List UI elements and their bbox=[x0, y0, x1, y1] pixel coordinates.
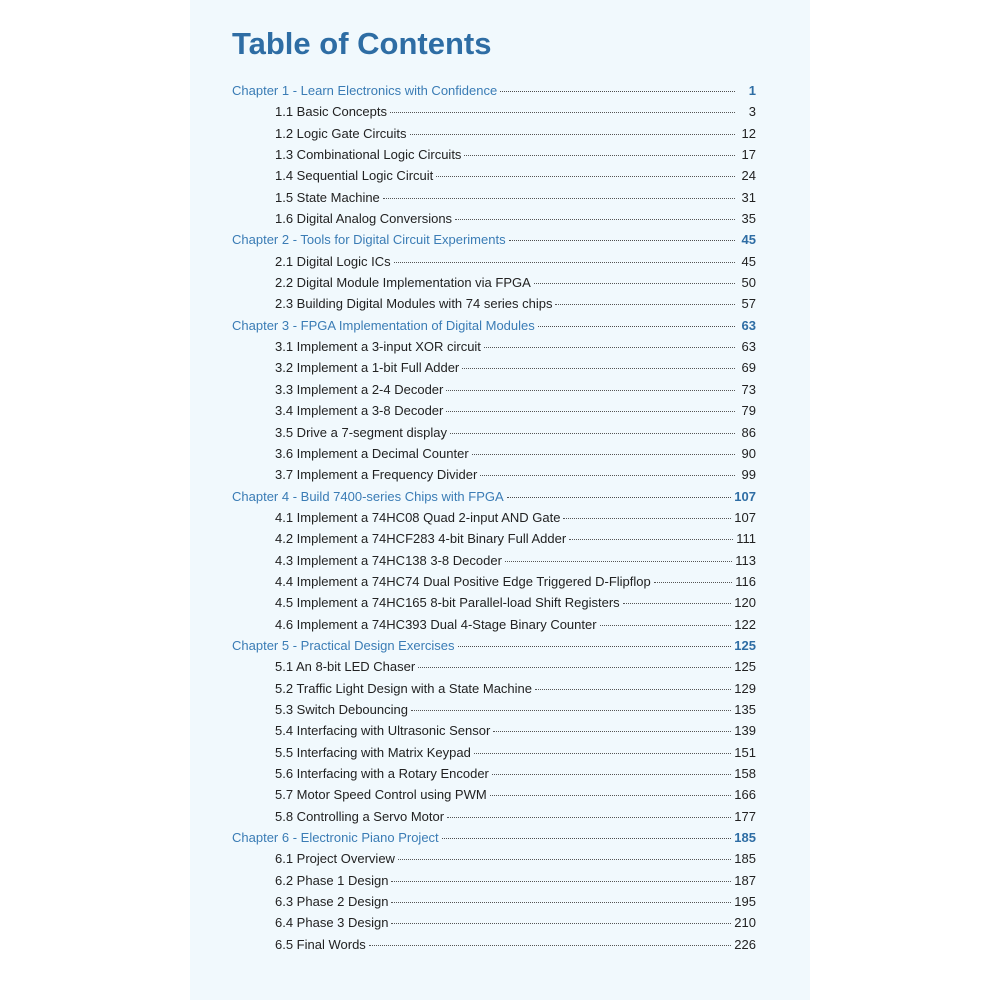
section-title: 5.3 Switch Debouncing bbox=[275, 701, 408, 717]
page-number: 35 bbox=[741, 211, 756, 227]
toc-section-entry bbox=[232, 296, 756, 317]
page-number: 122 bbox=[734, 616, 756, 632]
toc-section-entry bbox=[232, 531, 756, 552]
page-number: 195 bbox=[734, 894, 756, 910]
toc-section-entry bbox=[232, 937, 756, 958]
page-number: 185 bbox=[734, 830, 756, 846]
page-number: 12 bbox=[741, 125, 756, 141]
dot-leader bbox=[505, 561, 732, 562]
page-number: 24 bbox=[741, 168, 756, 184]
toc-section-entry bbox=[232, 766, 756, 787]
chapter-title: Chapter 4 - Build 7400-series Chips with FPGA bbox=[232, 488, 504, 504]
section-title: 1.3 Combinational Logic Circuits bbox=[275, 147, 462, 163]
dot-leader bbox=[447, 817, 731, 818]
section-title: 5.1 An 8-bit LED Chaser bbox=[275, 659, 416, 675]
section-title: 4.2 Implement a 74HCF283 4-bit Binary Full Adder bbox=[275, 531, 567, 547]
dot-leader bbox=[446, 411, 735, 412]
toc-section-entry bbox=[232, 595, 756, 616]
dot-leader bbox=[509, 240, 735, 241]
dot-leader bbox=[654, 582, 733, 583]
section-title: 3.5 Drive a 7-segment display bbox=[275, 424, 447, 440]
page-number: 31 bbox=[741, 189, 756, 205]
toc-section-entry bbox=[232, 360, 756, 381]
section-title: 6.3 Phase 2 Design bbox=[275, 894, 389, 910]
section-title: 5.5 Interfacing with Matrix Keypad bbox=[275, 744, 471, 760]
toc-section-entry bbox=[232, 403, 756, 424]
page-number: 151 bbox=[734, 744, 756, 760]
dot-leader bbox=[418, 667, 731, 668]
page-number: 99 bbox=[741, 467, 756, 483]
dot-leader bbox=[411, 710, 731, 711]
section-title: 5.2 Traffic Light Design with a State Machine bbox=[275, 680, 533, 696]
dot-leader bbox=[442, 838, 732, 839]
section-title: 3.7 Implement a Frequency Divider bbox=[275, 467, 478, 483]
section-title: 5.6 Interfacing with a Rotary Encoder bbox=[275, 766, 489, 781]
toc-section-entry bbox=[232, 254, 756, 275]
dot-leader bbox=[410, 134, 735, 135]
toc-chapter-entry bbox=[232, 830, 756, 851]
page-number: 129 bbox=[734, 680, 756, 696]
chapter-title: Chapter 3 - FPGA Implementation of Digital Modules bbox=[232, 317, 535, 333]
chapter-title: Chapter 6 - Electronic Piano Project bbox=[232, 830, 439, 846]
dot-leader bbox=[490, 795, 732, 796]
toc-section-entry bbox=[232, 168, 756, 189]
dot-leader bbox=[493, 731, 731, 732]
toc-section-entry bbox=[232, 275, 756, 296]
toc-chapter-entry bbox=[232, 232, 756, 253]
toc-section-entry bbox=[232, 446, 756, 467]
section-title: 4.3 Implement a 74HC138 3-8 Decoder bbox=[275, 552, 502, 568]
dot-leader bbox=[390, 112, 735, 113]
toc-section-entry bbox=[232, 681, 756, 702]
section-title: 5.8 Controlling a Servo Motor bbox=[275, 808, 445, 824]
section-title: 6.1 Project Overview bbox=[275, 851, 395, 867]
section-title: 3.3 Implement a 2-4 Decoder bbox=[275, 381, 444, 397]
dot-leader bbox=[472, 454, 735, 455]
toc-section-entry bbox=[232, 339, 756, 360]
section-title: 3.1 Implement a 3-input XOR circuit bbox=[275, 339, 481, 355]
page-number: 135 bbox=[734, 701, 756, 717]
dot-leader bbox=[535, 689, 731, 690]
dot-leader bbox=[394, 262, 735, 263]
page-number: 226 bbox=[734, 936, 756, 952]
page-title: Table of Contents bbox=[232, 26, 492, 61]
dot-leader bbox=[391, 923, 731, 924]
toc-chapter-entry bbox=[232, 83, 756, 104]
dot-leader bbox=[391, 881, 731, 882]
page-number: 63 bbox=[741, 317, 756, 333]
toc-section-entry bbox=[232, 809, 756, 830]
section-title: 1.5 State Machine bbox=[275, 189, 380, 205]
page-number: 63 bbox=[741, 339, 756, 355]
page-number: 158 bbox=[734, 766, 756, 781]
page-number: 111 bbox=[736, 531, 756, 547]
dot-leader bbox=[458, 646, 732, 647]
toc-section-entry bbox=[232, 873, 756, 894]
page-number: 45 bbox=[741, 232, 756, 248]
dot-leader bbox=[623, 603, 732, 604]
dot-leader bbox=[450, 433, 735, 434]
page-number: 116 bbox=[735, 573, 756, 589]
section-title: 6.5 Final Words bbox=[275, 936, 366, 952]
toc-chapter-entry bbox=[232, 489, 756, 510]
section-title: 2.2 Digital Module Implementation via FPGA bbox=[275, 275, 531, 291]
page-number: 120 bbox=[734, 595, 756, 611]
page-number: 90 bbox=[741, 445, 756, 461]
section-title: 4.6 Implement a 74HC393 Dual 4-Stage Binary Counter bbox=[275, 616, 597, 632]
dot-leader bbox=[569, 539, 733, 540]
chapter-title: Chapter 1 - Learn Electronics with Confidence bbox=[232, 83, 498, 98]
section-title: 6.4 Phase 3 Design bbox=[275, 915, 389, 931]
toc-section-entry bbox=[232, 510, 756, 531]
dot-leader bbox=[600, 625, 732, 626]
dot-leader bbox=[436, 176, 735, 177]
toc-section-entry bbox=[232, 147, 756, 168]
dot-leader bbox=[446, 390, 735, 391]
toc-section-entry bbox=[232, 702, 756, 723]
page-number: 107 bbox=[734, 509, 756, 525]
toc-list bbox=[232, 83, 756, 958]
section-title: 6.2 Phase 1 Design bbox=[275, 872, 389, 888]
section-title: 5.7 Motor Speed Control using PWM bbox=[275, 787, 487, 803]
page-number: 45 bbox=[741, 253, 756, 269]
dot-leader bbox=[555, 304, 735, 305]
dot-leader bbox=[484, 347, 735, 348]
page-number: 17 bbox=[741, 147, 756, 163]
toc-section-entry bbox=[232, 126, 756, 147]
page-number: 187 bbox=[734, 872, 756, 888]
section-title: 2.1 Digital Logic ICs bbox=[275, 253, 391, 269]
dot-leader bbox=[534, 283, 735, 284]
toc-section-entry bbox=[232, 787, 756, 808]
section-title: 1.1 Basic Concepts bbox=[275, 104, 388, 120]
dot-leader bbox=[474, 753, 731, 754]
dot-leader bbox=[563, 518, 731, 519]
page-number: 210 bbox=[734, 915, 756, 931]
toc-chapter-entry bbox=[232, 638, 756, 659]
page-number: 107 bbox=[734, 488, 756, 504]
toc-page bbox=[190, 0, 810, 1000]
dot-leader bbox=[455, 219, 735, 220]
page-number: 125 bbox=[734, 659, 756, 675]
page-number: 113 bbox=[735, 552, 756, 568]
dot-leader bbox=[369, 945, 732, 946]
section-title: 3.4 Implement a 3-8 Decoder bbox=[275, 403, 444, 419]
toc-section-entry bbox=[232, 467, 756, 488]
toc-section-entry bbox=[232, 894, 756, 915]
dot-leader bbox=[500, 91, 735, 92]
toc-section-entry bbox=[232, 745, 756, 766]
page-number: 139 bbox=[734, 723, 756, 739]
toc-section-entry bbox=[232, 382, 756, 403]
page-number: 3 bbox=[748, 104, 756, 120]
section-title: 1.4 Sequential Logic Circuit bbox=[275, 168, 434, 184]
page-number: 69 bbox=[741, 360, 756, 376]
page-number: 125 bbox=[734, 637, 756, 653]
toc-section-entry bbox=[232, 915, 756, 936]
chapter-title: Chapter 5 - Practical Design Exercises bbox=[232, 637, 455, 653]
section-title: 4.4 Implement a 74HC74 Dual Positive Edge Triggered D-Flipflop bbox=[275, 573, 651, 589]
toc-section-entry bbox=[232, 851, 756, 872]
dot-leader bbox=[480, 475, 735, 476]
toc-section-entry bbox=[232, 190, 756, 211]
dot-leader bbox=[391, 902, 731, 903]
toc-section-entry bbox=[232, 553, 756, 574]
dot-leader bbox=[538, 326, 735, 327]
section-title: 4.5 Implement a 74HC165 8-bit Parallel-load Shift Registers bbox=[275, 595, 620, 611]
page-number: 185 bbox=[734, 851, 756, 867]
page-number: 50 bbox=[741, 275, 756, 291]
page-number: 79 bbox=[741, 403, 756, 419]
page-number: 57 bbox=[741, 296, 756, 312]
toc-section-entry bbox=[232, 104, 756, 125]
page-number: 73 bbox=[741, 381, 756, 397]
toc-section-entry bbox=[232, 723, 756, 744]
toc-section-entry bbox=[232, 211, 756, 232]
section-title: 1.6 Digital Analog Conversions bbox=[275, 211, 453, 227]
dot-leader bbox=[383, 198, 735, 199]
chapter-title: Chapter 2 - Tools for Digital Circuit Experiments bbox=[232, 232, 506, 248]
page-number: 86 bbox=[741, 424, 756, 440]
page-number: 166 bbox=[734, 787, 756, 803]
section-title: 3.6 Implement a Decimal Counter bbox=[275, 445, 469, 461]
page-number: 1 bbox=[748, 83, 756, 98]
dot-leader bbox=[464, 155, 735, 156]
toc-section-entry bbox=[232, 617, 756, 638]
dot-leader bbox=[507, 497, 732, 498]
dot-leader bbox=[492, 774, 731, 775]
toc-section-entry bbox=[232, 574, 756, 595]
section-title: 1.2 Logic Gate Circuits bbox=[275, 125, 407, 141]
page-number: 177 bbox=[734, 808, 756, 824]
section-title: 2.3 Building Digital Modules with 74 series chips bbox=[275, 296, 553, 312]
dot-leader bbox=[462, 368, 735, 369]
section-title: 4.1 Implement a 74HC08 Quad 2-input AND Gate bbox=[275, 509, 561, 525]
section-title: 5.4 Interfacing with Ultrasonic Sensor bbox=[275, 723, 491, 739]
toc-section-entry bbox=[232, 425, 756, 446]
section-title: 3.2 Implement a 1-bit Full Adder bbox=[275, 360, 460, 376]
toc-section-entry bbox=[232, 659, 756, 680]
toc-chapter-entry bbox=[232, 318, 756, 339]
dot-leader bbox=[398, 859, 731, 860]
